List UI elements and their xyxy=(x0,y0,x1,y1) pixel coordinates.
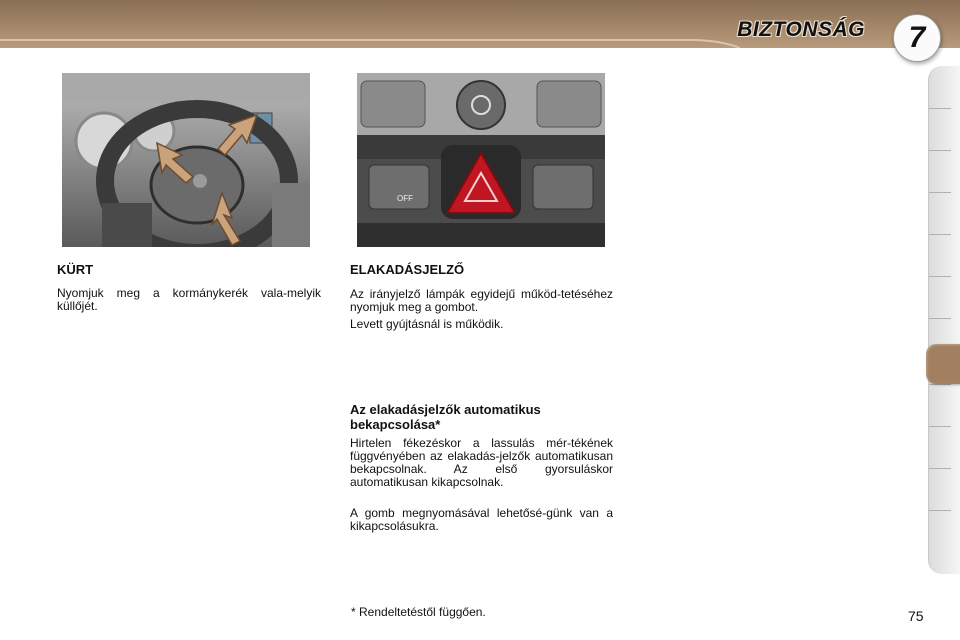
auto-activation-paragraph-2: A gomb megnyomásával lehetősé-günk van a kikapcsolásukra. xyxy=(350,506,613,533)
auto-activation-paragraph-1: Hirtelen fékezéskor a lassulás mér-tékének függvényében az elakadás-jelzők automatikusan bekapcsolnak. Az első gyorsuláskor automatikusan kikapcsolnak. xyxy=(350,436,613,489)
chapter-tab-active[interactable] xyxy=(926,344,960,384)
hazard-paragraph-2: Levett gyújtásnál is működik. xyxy=(350,317,504,331)
section-title: BIZTONSÁG xyxy=(737,18,865,41)
hazard-paragraph-1: Az irányjelző lámpák egyidejű működ-tetéséhez nyomjuk meg a gombot. xyxy=(350,287,613,314)
svg-text:OFF: OFF xyxy=(397,194,413,203)
hazard-heading: ELAKADÁSJELZŐ xyxy=(350,262,465,277)
horn-heading: KÜRT xyxy=(57,262,94,277)
hazard-switch-photo xyxy=(357,73,605,247)
footnote: * Rendeltetéstől függően. xyxy=(351,605,486,619)
steering-wheel-photo xyxy=(62,73,310,247)
horn-paragraph: Nyomjuk meg a kormánykerék vala-melyik küllőjét. xyxy=(57,286,321,313)
auto-activation-heading: Az elakadásjelzők automatikus bekapcsolása* xyxy=(350,402,541,432)
chapter-number-badge: 7 xyxy=(893,14,941,62)
chapter-tab-strip xyxy=(928,66,960,574)
page-number: 75 xyxy=(908,608,924,624)
